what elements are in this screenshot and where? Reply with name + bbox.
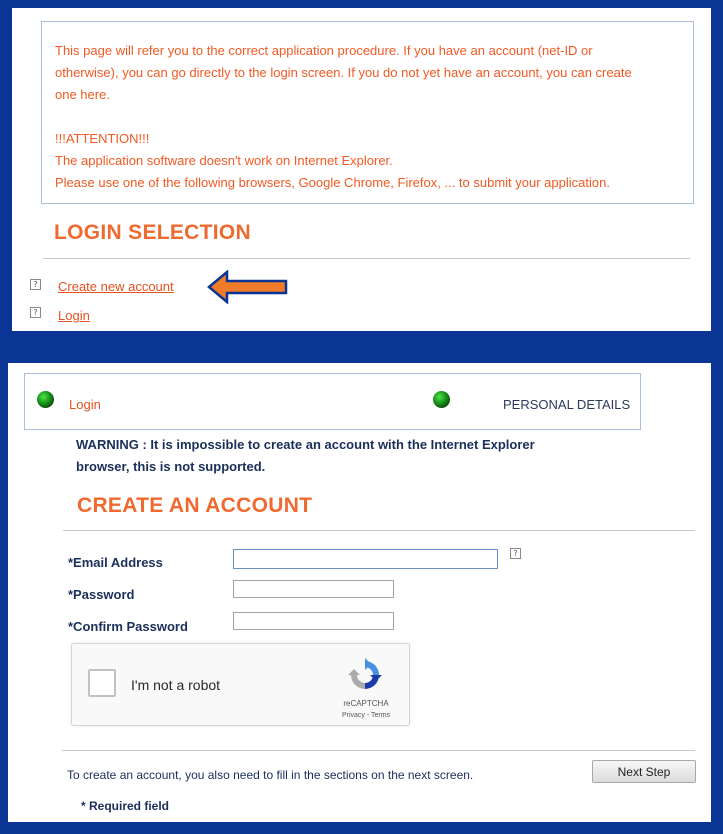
create-account-title: CREATE AN ACCOUNT <box>77 494 313 517</box>
step-progress-bar <box>24 373 641 430</box>
login-link[interactable]: Login <box>58 308 90 323</box>
required-field-note: * Required field <box>81 799 170 813</box>
recaptcha-widget <box>71 643 410 726</box>
notice-line-3: one here. <box>55 87 110 102</box>
info-notice-box <box>41 21 694 204</box>
warning-line-2: browser, this is not supported. <box>76 459 266 474</box>
password-input[interactable] <box>233 580 394 598</box>
notice-line-1: This page will refer you to the correct application procedure. If you have an account (net-ID or <box>55 43 593 58</box>
create-new-account-link[interactable]: Create new account <box>58 279 174 294</box>
notice-line-2: otherwise), you can go directly to the login screen. If you do not yet have an account, you can create <box>55 65 632 80</box>
recaptcha-privacy-terms[interactable]: Privacy - Terms <box>341 712 391 719</box>
email-label: *Email Address <box>68 555 163 570</box>
next-step-button[interactable]: Next Step <box>592 760 696 783</box>
recaptcha-logo-icon <box>347 657 383 693</box>
step-login: Login <box>69 397 101 412</box>
next-screen-note: To create an account, you also need to fill in the sections on the next screen. <box>67 768 474 782</box>
login-selection-title: LOGIN SELECTION <box>54 221 252 244</box>
divider <box>63 530 695 531</box>
recaptcha-label: I'm not a robot <box>131 677 221 693</box>
recaptcha-brand: reCAPTCHA <box>343 699 389 708</box>
browser-instructions: Please use one of the following browsers, Google Chrome, Firefox, ... to submit your application. <box>55 175 610 190</box>
login-selection-panel <box>12 8 711 331</box>
help-icon[interactable]: ? <box>30 307 41 318</box>
left-arrow-icon <box>207 270 289 304</box>
create-account-panel <box>8 363 711 822</box>
attention-heading: !!!ATTENTION!!! <box>55 131 150 146</box>
help-icon[interactable]: ? <box>30 279 41 290</box>
ie-warning-text: The application software doesn't work on Internet Explorer. <box>55 153 393 168</box>
warning-line-1: WARNING : It is impossible to create an account with the Internet Explorer <box>76 437 535 452</box>
password-label: *Password <box>68 587 135 602</box>
confirm-password-label: *Confirm Password <box>68 619 188 634</box>
help-icon[interactable]: ? <box>510 548 521 559</box>
confirm-password-input[interactable] <box>233 612 394 630</box>
step-personal-details: PERSONAL DETAILS <box>503 397 631 412</box>
recaptcha-checkbox[interactable] <box>88 669 116 697</box>
ie-warning <box>76 434 576 478</box>
divider <box>43 258 690 259</box>
divider <box>62 750 695 751</box>
green-dot-icon <box>433 391 450 408</box>
email-input[interactable] <box>233 549 498 569</box>
green-dot-icon <box>37 391 54 408</box>
